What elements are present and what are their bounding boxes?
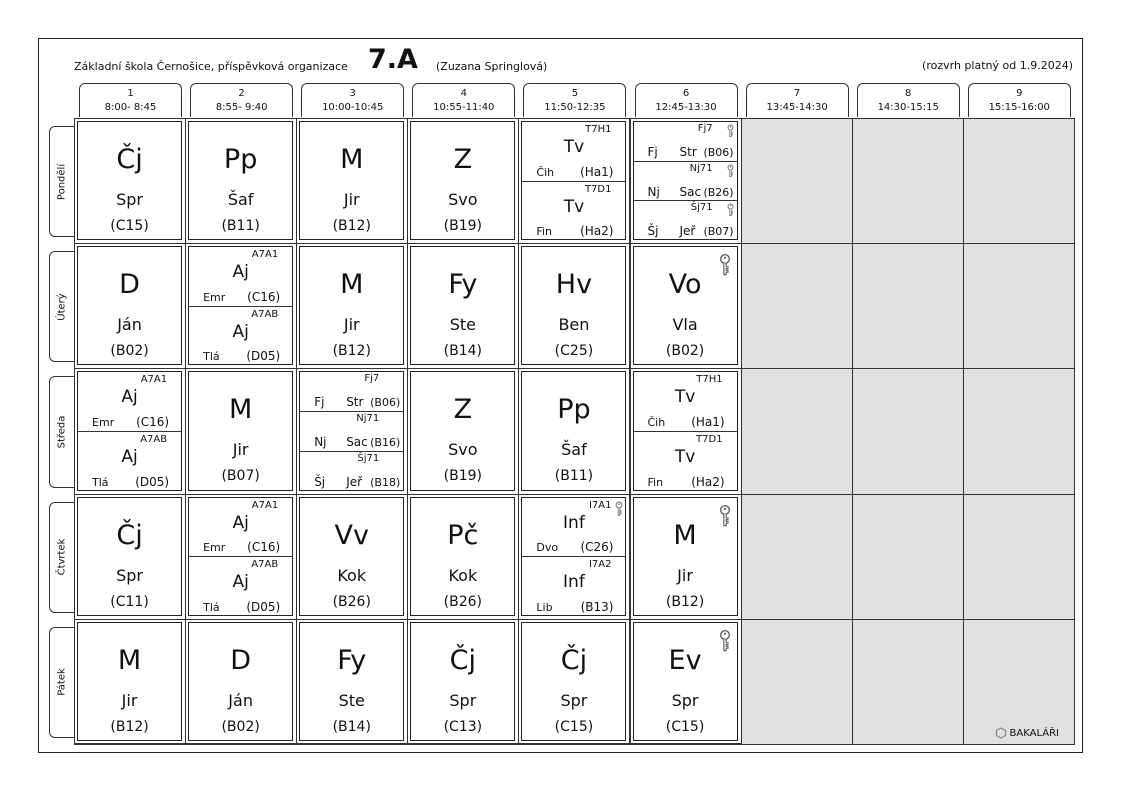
teacher: Str	[679, 145, 697, 160]
lesson-card[interactable]	[188, 497, 293, 616]
subject: M	[340, 144, 364, 175]
room: (C16)	[136, 414, 170, 429]
teacher: Tlá	[92, 475, 109, 489]
lesson-card[interactable]	[299, 371, 404, 490]
empty-slot	[963, 494, 1075, 620]
group-lesson[interactable]	[189, 556, 292, 616]
subject: Tv	[674, 446, 696, 467]
key-icon	[727, 202, 734, 221]
subject: Tv	[674, 387, 696, 408]
subject: Inf	[563, 512, 585, 533]
period-time: 12:45-13:30	[655, 102, 717, 113]
period-number: 4	[460, 88, 467, 99]
lesson-card[interactable]	[521, 371, 626, 490]
lesson-card[interactable]	[77, 121, 182, 240]
lesson-card[interactable]	[188, 246, 293, 365]
period-time: 10:00-10:45	[322, 102, 384, 113]
subject: Šj	[314, 474, 326, 489]
teacher: Jeř	[679, 224, 696, 239]
group-lesson[interactable]	[634, 122, 737, 161]
room: (D05)	[246, 599, 281, 614]
subject: Aj	[232, 321, 249, 342]
lesson-card[interactable]	[633, 497, 738, 616]
empty-slot	[852, 368, 964, 494]
brand-name: BAKALÁŘI	[1009, 728, 1059, 739]
group-lesson[interactable]	[189, 306, 292, 366]
empty-slot	[741, 243, 853, 369]
lesson-card[interactable]	[633, 622, 738, 741]
group-lesson[interactable]	[634, 372, 737, 431]
empty-slot	[741, 118, 853, 244]
period-time: 8:00- 8:45	[104, 102, 157, 113]
group-code: Šj71	[357, 452, 380, 464]
empty-slot	[963, 368, 1075, 494]
room: (C25)	[554, 343, 594, 360]
day-label	[49, 126, 74, 237]
subject: Vv	[334, 519, 369, 551]
group-lesson[interactable]	[189, 247, 292, 306]
lesson-card[interactable]	[410, 371, 515, 490]
subject: Tv	[563, 196, 585, 217]
subject: Ev	[668, 644, 702, 676]
lesson-card[interactable]	[633, 246, 738, 365]
room: (B11)	[554, 468, 594, 485]
room: (D05)	[246, 349, 281, 364]
room: (Ha1)	[691, 414, 725, 429]
subject: Čj	[116, 144, 143, 175]
subject: Šj	[647, 224, 659, 239]
lesson-card[interactable]	[521, 121, 626, 240]
period-header	[412, 83, 515, 117]
subject: Aj	[232, 512, 249, 533]
group-code: Fj7	[697, 123, 713, 134]
empty-slot	[852, 118, 964, 244]
day-label	[49, 502, 74, 613]
teacher: Sac	[346, 435, 368, 450]
lesson-card[interactable]	[77, 371, 182, 490]
room: (B26)	[332, 593, 371, 610]
room: (B06)	[370, 396, 401, 410]
teacher: Svo	[448, 190, 478, 209]
subject: M	[673, 519, 697, 551]
day-name: Středa	[56, 415, 68, 449]
teacher: Vla	[672, 315, 698, 335]
period-time: 11:50-12:35	[544, 102, 606, 113]
subject: Pp	[557, 394, 591, 426]
lesson-card[interactable]	[188, 622, 293, 741]
room: (B02)	[665, 343, 705, 360]
room: (B12)	[332, 343, 371, 360]
group-lesson[interactable]	[522, 556, 625, 616]
teacher: Spr	[449, 690, 477, 710]
period-number: 1	[127, 88, 134, 99]
group-code: A7AB	[140, 433, 168, 445]
group-lesson[interactable]	[634, 161, 737, 201]
group-code: A7AB	[251, 308, 279, 320]
class-teacher: (Zuzana Springlová)	[436, 60, 548, 73]
period-time: 8:55- 9:40	[215, 102, 268, 113]
teacher: Fin	[536, 225, 552, 239]
key-icon	[719, 253, 731, 281]
period-number: 6	[682, 88, 690, 99]
teacher: Spr	[116, 190, 143, 209]
room: (B26)	[443, 593, 483, 610]
teacher: Fin	[647, 475, 664, 489]
lesson-card[interactable]	[633, 371, 738, 490]
period-number: 9	[1016, 88, 1023, 99]
subject: Inf	[563, 572, 585, 593]
room: (C16)	[247, 540, 281, 555]
teacher: Ján	[117, 315, 142, 335]
lesson-card[interactable]	[410, 622, 515, 741]
lesson-card[interactable]	[633, 121, 738, 240]
period-number: 7	[793, 88, 801, 99]
key-icon	[615, 500, 623, 522]
group-code: T7H1	[585, 124, 612, 135]
empty-slot	[852, 494, 964, 620]
room: (B07)	[221, 468, 260, 485]
empty-slot	[852, 619, 964, 745]
group-code: I7A1	[588, 499, 612, 511]
teacher: Tlá	[203, 600, 220, 614]
room: (B07)	[703, 225, 734, 239]
teacher: Ben	[558, 315, 590, 335]
empty-slot	[741, 619, 853, 745]
group-code: A7A1	[251, 249, 279, 261]
group-code: Nj71	[689, 163, 713, 175]
room: (B14)	[443, 343, 483, 360]
period-number: 8	[905, 88, 912, 99]
group-lesson[interactable]	[634, 200, 737, 240]
room: (B19)	[443, 468, 483, 485]
group-code: T7H1	[696, 374, 723, 386]
room: (B14)	[332, 718, 371, 735]
group-lesson[interactable]	[634, 431, 737, 491]
subject: Fy	[448, 269, 478, 301]
empty-slot	[963, 118, 1075, 244]
lesson-card[interactable]	[299, 622, 404, 741]
teacher: Jir	[677, 565, 693, 585]
teacher: Lib	[536, 600, 553, 614]
teacher: Svo	[448, 440, 478, 460]
key-icon	[719, 504, 731, 532]
teacher: Spr	[671, 690, 699, 710]
subject: Pč	[447, 519, 479, 551]
room: (C15)	[110, 218, 149, 234]
lesson-card[interactable]	[299, 246, 404, 365]
lesson-card[interactable]	[77, 246, 182, 365]
lesson-card[interactable]	[77, 497, 182, 616]
subject: Fj	[647, 145, 658, 160]
subject: Aj	[121, 387, 138, 408]
subject: Z	[453, 144, 473, 175]
period-header	[523, 83, 626, 117]
teacher: Emr	[92, 415, 115, 429]
room: (B12)	[665, 593, 705, 610]
lesson-card[interactable]	[521, 497, 626, 616]
lesson-card[interactable]	[299, 497, 404, 616]
room: (B12)	[332, 218, 371, 234]
group-code: A7A1	[251, 499, 279, 511]
teacher: Šaf	[561, 440, 587, 460]
lesson-card[interactable]	[299, 121, 404, 240]
teacher: Ste	[449, 315, 476, 335]
lesson-card[interactable]	[521, 246, 626, 365]
subject: Nj	[647, 185, 660, 200]
lesson-card[interactable]	[410, 246, 515, 365]
lesson-card[interactable]	[521, 622, 626, 741]
subject: Z	[453, 394, 473, 426]
day-label	[49, 251, 74, 362]
period-header	[79, 83, 182, 117]
key-icon	[727, 123, 734, 142]
empty-slot	[963, 243, 1075, 369]
room: (B13)	[580, 599, 614, 614]
group-code: T7D1	[696, 433, 723, 445]
group-lesson[interactable]	[522, 122, 625, 181]
teacher: Kok	[337, 565, 367, 585]
room: (C16)	[247, 289, 281, 304]
group-code: Fj7	[364, 373, 380, 385]
subject: Aj	[121, 446, 138, 467]
period-header	[746, 83, 849, 117]
subject: Čj	[116, 519, 143, 551]
subject: M	[340, 269, 364, 301]
group-lesson[interactable]	[189, 498, 292, 557]
day-label	[49, 627, 74, 738]
school-name: Základní škola Černošice, příspěvková organizace	[74, 60, 348, 73]
valid-from: (rozvrh platný od 1.9.2024)	[922, 59, 1073, 72]
teacher: Sac	[679, 185, 702, 200]
lesson-card[interactable]	[77, 622, 182, 741]
day-name: Čtvrtek	[56, 538, 68, 576]
room: (B11)	[221, 218, 260, 234]
room: (C15)	[554, 718, 594, 735]
room: (D05)	[135, 474, 170, 489]
teacher: Šaf	[227, 190, 254, 209]
room: (B02)	[110, 343, 149, 360]
lesson-card[interactable]	[410, 121, 515, 240]
period-header	[301, 83, 404, 117]
teacher: Jeř	[346, 474, 363, 489]
teacher: Ján	[228, 690, 253, 710]
teacher: Jir	[343, 190, 360, 209]
teacher: Dvo	[536, 541, 559, 555]
group-lesson[interactable]	[522, 181, 625, 241]
subject: Čj	[449, 644, 477, 676]
period-header	[190, 83, 293, 117]
period-number: 2	[238, 88, 245, 99]
group-lesson[interactable]	[300, 451, 403, 491]
group-lesson[interactable]	[522, 498, 625, 557]
room: (B12)	[110, 718, 149, 735]
room: (C13)	[443, 718, 483, 735]
empty-slot	[741, 368, 853, 494]
teacher: Jir	[343, 315, 360, 335]
subject: Tv	[563, 137, 585, 157]
day-name: Pondělí	[56, 163, 68, 200]
room: (B16)	[370, 436, 401, 450]
lesson-card[interactable]	[188, 371, 293, 490]
key-icon	[719, 629, 731, 657]
teacher: Kok	[448, 565, 478, 585]
room: (Ha2)	[580, 224, 614, 239]
empty-slot	[852, 243, 964, 369]
lesson-card[interactable]	[188, 121, 293, 240]
subject: Hv	[555, 269, 593, 301]
group-code: Šj71	[690, 202, 713, 214]
period-number: 3	[349, 88, 356, 99]
period-time: 15:15-16:00	[988, 102, 1050, 113]
period-number: 5	[571, 88, 579, 99]
room: (Ha2)	[691, 474, 725, 489]
group-code: T7D1	[584, 183, 612, 195]
group-code: A7AB	[251, 559, 279, 571]
teacher: Tlá	[203, 350, 220, 364]
period-header	[968, 83, 1071, 117]
teacher: Ste	[338, 690, 365, 710]
brand-icon	[995, 727, 1007, 739]
subject: Fy	[337, 644, 367, 676]
room: (B18)	[370, 475, 401, 489]
subject: Aj	[232, 572, 249, 593]
teacher: Emr	[203, 541, 226, 555]
group-lesson[interactable]	[300, 411, 403, 451]
subject: M	[228, 394, 253, 426]
teacher: Čih	[647, 415, 666, 429]
group-lesson[interactable]	[300, 372, 403, 411]
lesson-card[interactable]	[410, 497, 515, 616]
teacher: Emr	[203, 290, 226, 304]
class-title: 7.A	[368, 44, 418, 75]
subject: Aj	[232, 262, 249, 283]
period-time: 13:45-14:30	[766, 102, 828, 113]
period-header	[635, 83, 738, 117]
subject: Čj	[560, 644, 588, 676]
teacher: Spr	[560, 690, 588, 710]
period-time: 10:55-11:40	[433, 102, 495, 113]
teacher: Jir	[121, 690, 138, 710]
room: (B06)	[703, 146, 734, 160]
group-lesson[interactable]	[78, 372, 181, 431]
room: (B26)	[703, 186, 734, 200]
subject: D	[119, 269, 140, 301]
teacher: Str	[346, 395, 364, 410]
room: (C11)	[110, 593, 149, 610]
teacher: Čih	[536, 165, 555, 179]
group-code: I7A2	[588, 559, 612, 571]
period-header	[857, 83, 960, 117]
room: (B19)	[443, 218, 483, 234]
brand-logo	[995, 727, 1059, 739]
key-icon	[727, 163, 734, 182]
empty-slot	[741, 494, 853, 620]
subject: Nj	[314, 435, 327, 450]
teacher: Jir	[232, 440, 249, 460]
room: (C15)	[665, 718, 705, 735]
subject: M	[117, 644, 142, 676]
period-time: 14:30-15:15	[877, 102, 939, 113]
subject: Fj	[314, 395, 325, 410]
room: (C26)	[580, 540, 614, 555]
day-name: Pátek	[56, 668, 68, 697]
group-code: A7A1	[140, 374, 168, 386]
subject: D	[230, 644, 252, 676]
day-name: Úterý	[56, 293, 68, 321]
group-code: Nj71	[356, 413, 380, 425]
room: (B02)	[221, 718, 260, 735]
day-label	[49, 376, 74, 487]
room: (Ha1)	[580, 164, 614, 179]
subject: Vo	[668, 269, 702, 301]
subject: Pp	[223, 144, 258, 175]
group-lesson[interactable]	[78, 431, 181, 491]
teacher: Spr	[116, 565, 143, 585]
